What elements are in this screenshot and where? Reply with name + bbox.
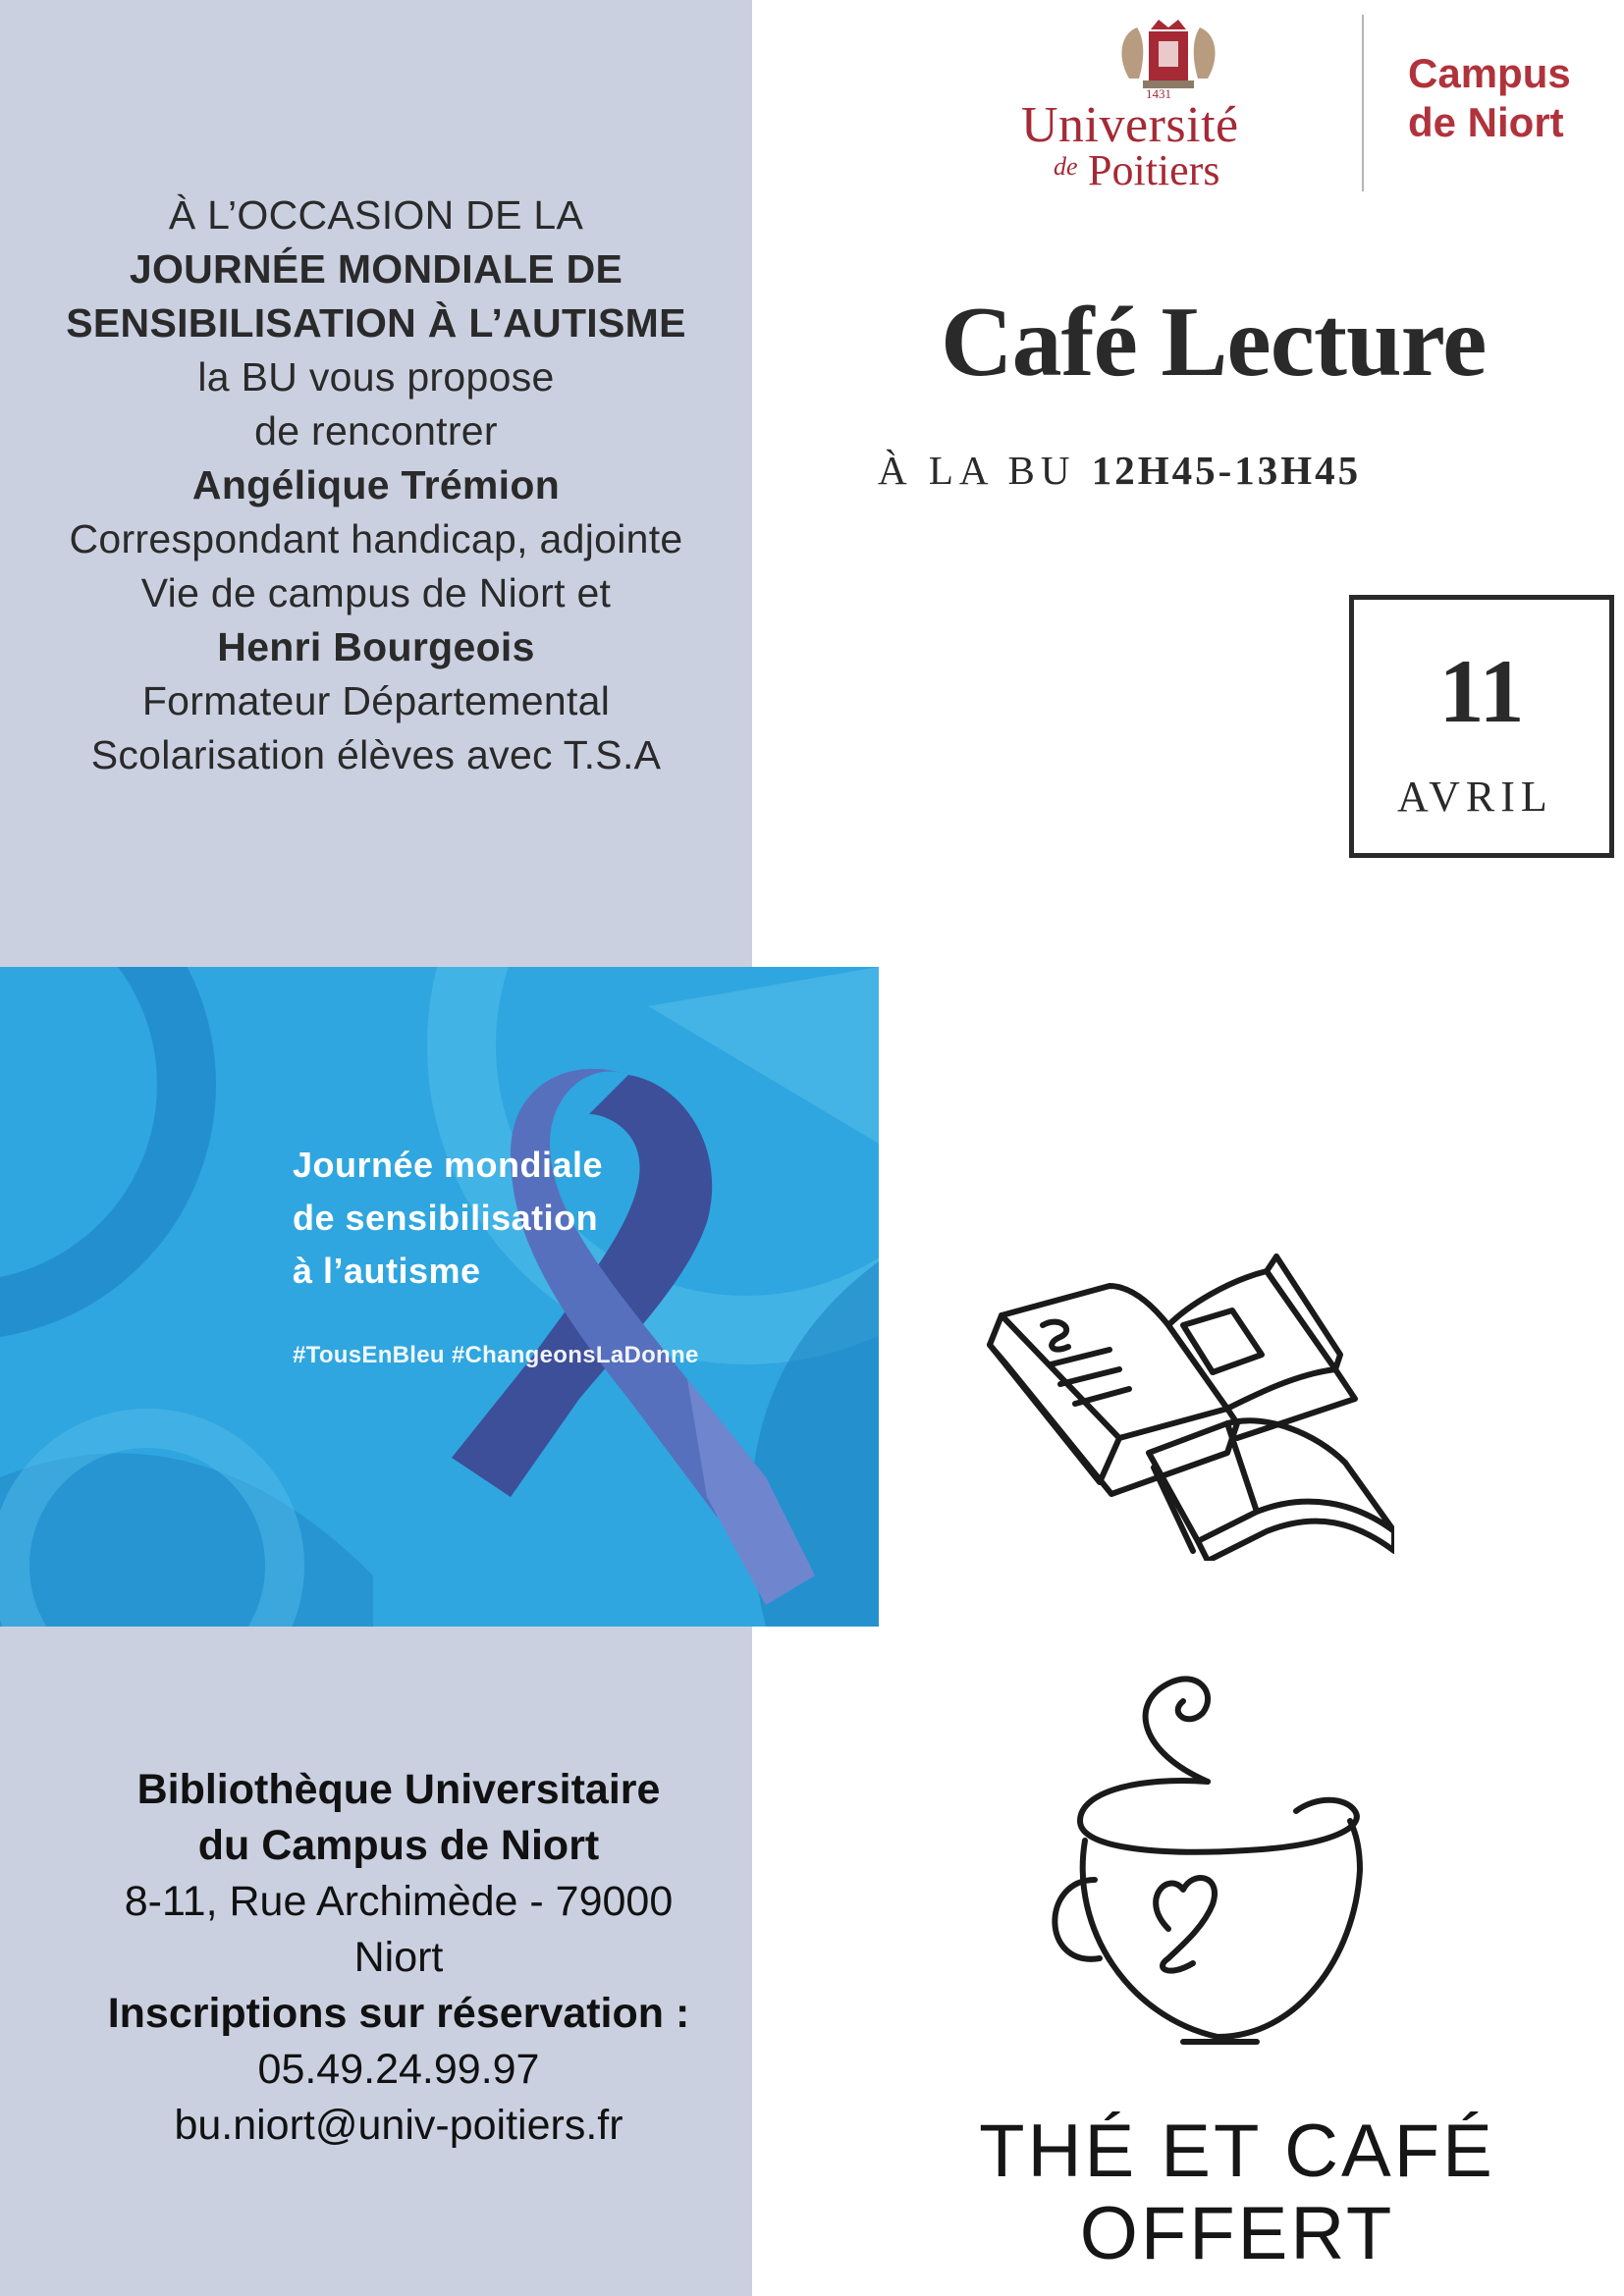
speaker-role: Correspondant handicap, adjointe (69, 516, 683, 561)
intro-line: la BU vous propose (197, 354, 555, 400)
event-title: Café Lecture (941, 287, 1487, 398)
reservation-heading: Inscriptions sur réservation : (107, 1990, 690, 2037)
library-name: Bibliothèque Universitaire (136, 1766, 661, 1813)
logo-divider (1362, 15, 1364, 191)
event-place: À LA BU (878, 448, 1076, 493)
university-crest-icon (1110, 10, 1227, 98)
event-date-box (1349, 595, 1614, 858)
campaign-line: à l’autisme (293, 1251, 481, 1291)
speaker-role: Scolarisation élèves avec T.S.A (90, 732, 662, 777)
event-month: AVRIL (1397, 773, 1553, 821)
autism-awareness-image (0, 967, 879, 1627)
university-wordmark-city: Poitiers (1088, 146, 1220, 194)
library-campus: du Campus de Niort (197, 1822, 600, 1869)
university-wordmark-de: de (1054, 152, 1078, 181)
university-wordmark: Université (1021, 97, 1239, 153)
campaign-line: Journée mondiale (293, 1145, 604, 1185)
intro-line: de rencontrer (254, 408, 498, 454)
intro-line: À L’OCCASION DE LA (168, 192, 584, 238)
speaker-name: Henri Bourgeois (217, 624, 535, 669)
campus-label (1408, 49, 1571, 147)
event-time: 12H45-13H45 (1091, 448, 1362, 493)
event-schedule (878, 447, 1361, 494)
university-year: 1431 (1146, 86, 1171, 101)
intro-line-bold: SENSIBILISATION À L’AUTISME (66, 300, 686, 346)
event-day: 11 (1438, 641, 1525, 741)
library-address (0, 1762, 797, 2154)
email-address: bu.niort@univ-poitiers.fr (174, 2102, 623, 2149)
campus-line: Campus (1408, 50, 1571, 96)
campaign-line: de sensibilisation (293, 1198, 599, 1238)
speaker-role: Formateur Départemental (141, 678, 611, 723)
open-books-icon (982, 1227, 1394, 1561)
intro-line-bold: JOURNÉE MONDIALE DE (129, 246, 623, 292)
campus-line: de Niort (1408, 99, 1564, 145)
campaign-heading (293, 1139, 603, 1298)
speaker-role: Vie de campus de Niort et (140, 570, 612, 615)
campaign-hashtags: #TousEnBleu #ChangeonsLaDonne (293, 1342, 699, 1368)
street-address: 8-11, Rue Archimède - 79000 (124, 1878, 674, 1925)
offer-banner (884, 2110, 1591, 2275)
coffee-cup-icon (1021, 1634, 1414, 2106)
university-logo (1011, 10, 1610, 196)
intro-text (0, 188, 752, 782)
offer-line: OFFERT (1079, 2192, 1395, 2275)
speaker-name: Angélique Trémion (191, 462, 561, 507)
phone-number: 05.49.24.99.97 (257, 2046, 540, 2093)
city: Niort (353, 1934, 444, 1981)
offer-line: THÉ ET CAFÉ (979, 2109, 1495, 2193)
